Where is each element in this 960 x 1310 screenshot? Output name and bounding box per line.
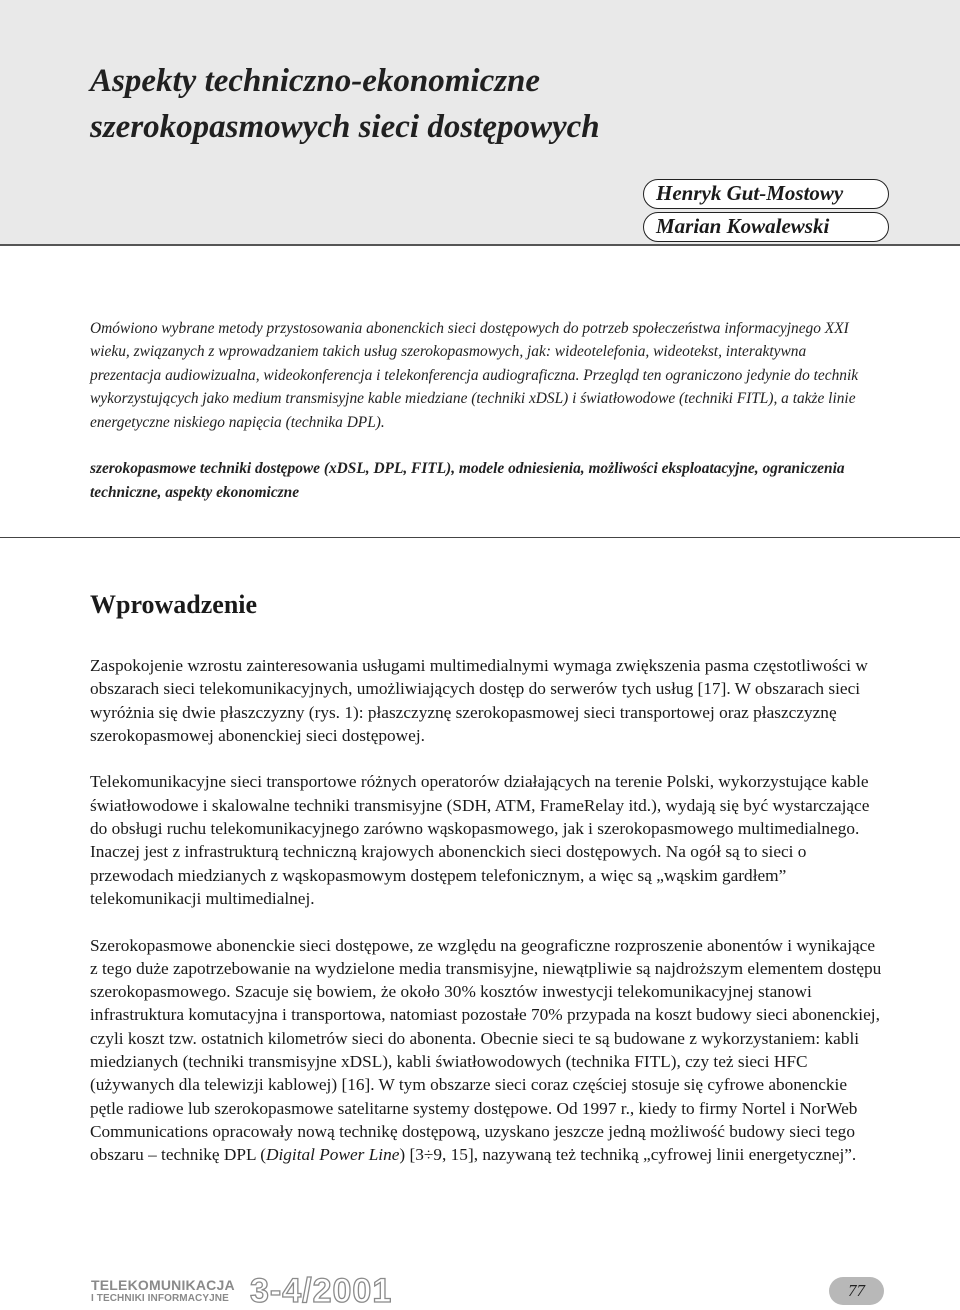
author-name-1: Henryk Gut-Mostowy xyxy=(643,179,889,209)
article-title-line-2: szerokopasmowych sieci dostępowych xyxy=(90,109,600,145)
section-divider xyxy=(0,537,960,538)
body-paragraph-1: Zaspokojenie wzrostu zainteresowania usługami multimedialnymi wymaga zwiększenia pasma częstotliwości w obszarach sieci telekomunikacyjnych, umożliwiających dostęp do serwerów tych usług [17]. W obszarach sieci wyróżnia się dwie płaszczyzny (rys. 1): płaszczyznę szerokopasmowej sieci transportowej oraz płaszczyznę szerokopasmowej abonenckiej sieci dostępowej. xyxy=(90,656,868,745)
journal-brand-line-1: TELEKOMUNIKACJA xyxy=(91,1277,235,1293)
body-text xyxy=(90,654,882,1190)
journal-issue-number: 3-4/2001 xyxy=(250,1272,393,1310)
page-number-badge: 77 xyxy=(829,1277,884,1305)
body-paragraph-3-italic-term: Digital Power Line xyxy=(265,1145,400,1165)
author-name-2: Marian Kowalewski xyxy=(643,212,889,242)
section-heading: Wprowadzenie xyxy=(90,590,258,619)
body-paragraph-3 xyxy=(90,934,882,1167)
abstract-text: Omówiono wybrane metody przystosowania abonenckich sieci dostępowych do potrzeb społeczeństwa informacyjnego XXI wieku, związanych z wprowadzaniem takich usług szerokopasmowych, jak: wideotelefonia, wideotekst, interaktywna prezentacja audiowizualna, wideokonferencja i telekonferencja audiograficzna. Przegląd ten ograniczono jedynie do technik wykorzystujących jako medium transmisyjne kable miedziane (techniki xDSL) i światłowodowe (techniki FITL), a także linie energetyczne niskiego napięcia (technika DPL). xyxy=(90,320,859,431)
body-paragraph-2: Telekomunikacyjne sieci transportowe różnych operatorów działających na terenie Polski, wykorzystujące kable światłowodowe i skalowalne techniki transmisyjne (SDH, ATM, FrameRelay itd.), wydają się być wystarczające do obsługi ruchu telekomunikacyjnego zarówno wąskopasmowego, jak i szerokopasmowego multimedialnego. Inaczej jest z infrastrukturą techniczną krajowych abonenckich sieci dostępowych. Na ogół są to sieci o przewodach miedzianych z wąskopasmowym dostępem telefonicznym, a więc są „wąskim gardłem” telekomunikacji multimedialnej. xyxy=(90,772,870,908)
body-paragraph-3-part-1: Szerokopasmowe abonenckie sieci dostępowe, ze względu na geograficzne rozproszenie abonentów i wynikające z tego duże zapotrzebowanie na wydzielone media transmisyjne, niewątpliwie są najdroższym elementem dostępu szerokopasmowego. Szacuje się bowiem, że około 30% kosztów inwestycji telekomunikacyjnej stanowi infrastruktura komutacyjna i transportowa, natomiast pozostałe 70% przypada na koszt budowy sieci abonenckiej, czyli koszt tzw. ostatnich kilometrów sieci do abonenta. Obecnie sieci te są budowane z wykorzystaniem: kabli miedzianych (techniki transmisyjne xDSL), kabli światłowodowych (technika FITL), czy też sieci HFC (używanych dla telewizji kablowej) [16]. W tym obszarze sieci coraz częściej stosuje się cyfrowe abonenckie pętle radiowe lub szerokopasmowe satelitarne systemy dostępowe. Od 1997 r., kiedy to firmy Nortel i NorWeb Communications opracowały nową technikę dostępową, uzyskano jeszcze jedną możliwość budowy sieci tego obszaru – technikę DPL ( xyxy=(90,935,882,1165)
journal-brand xyxy=(91,1279,235,1305)
body-paragraph-3-part-2: ) [3÷9, 15], nazywaną też techniką „cyfrowej linii energetycznej”. xyxy=(399,1145,857,1165)
article-title-line-1: Aspekty techniczno-ekonomiczne xyxy=(90,63,541,99)
journal-brand-line-2: I TECHNIKI INFORMACYJNE xyxy=(91,1293,229,1304)
keywords-text: szerokopasmowe techniki dostępowe (xDSL, DPL, FITL), modele odniesienia, możliwości eksploatacyjne, ograniczenia techniczne, aspekty ekonomiczne xyxy=(90,460,845,501)
article-title xyxy=(90,58,890,150)
